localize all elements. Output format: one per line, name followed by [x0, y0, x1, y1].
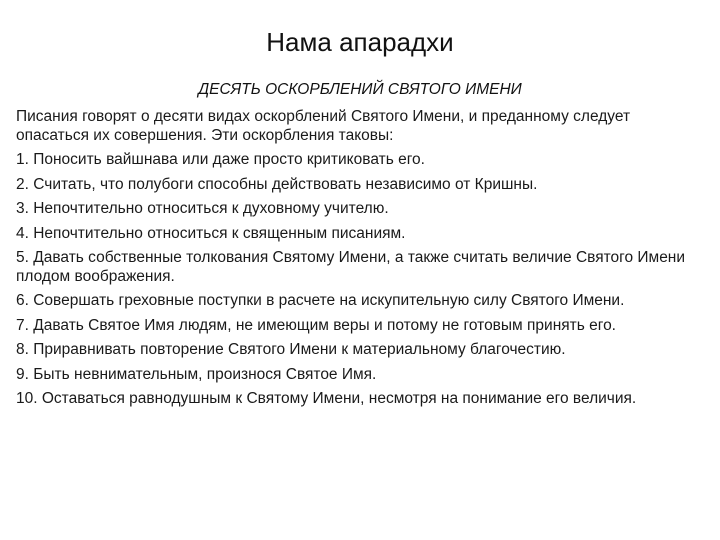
- list-item-4: 4. Непочтительно относиться к священным писаниям.: [16, 224, 406, 242]
- slide-title: Нама апарадхи: [266, 27, 454, 57]
- slide-body: [16, 108, 706, 415]
- slide-subtitle: ДЕСЯТЬ ОСКОРБЛЕНИЙ СВЯТОГО ИМЕНИ: [198, 81, 522, 98]
- list-item-7: 7. Давать Святое Имя людям, не имеющим веры и потому не готовым принять его.: [16, 316, 616, 334]
- list-item-3: 3. Непочтительно относиться к духовному учителю.: [16, 200, 389, 217]
- list-item-2: 2. Считать, что полубоги способны действовать независимо от Кришны.: [16, 175, 538, 193]
- list-item-1: 1. Поносить вайшнава или даже просто критиковать его.: [16, 151, 425, 168]
- list-item-8: 8. Приравнивать повторение Святого Имени к материальному благочестию.: [16, 341, 566, 358]
- list-item-6: 6. Совершать греховные поступки в расчете на искупительную силу Святого Имени.: [16, 292, 625, 309]
- intro-paragraph: Писания говорят о десяти видах оскорблений Святого Имени, и преданному следует опасаться их совершения. Эти оскорбления таковы:: [16, 108, 631, 144]
- list-item-9: 9. Быть невнимательным, произнося Святое Имя.: [16, 365, 377, 383]
- list-item-5: 5. Давать собственные толкования Святому Имени, а также считать величие Святого Имени плодом воображения.: [16, 249, 686, 285]
- list-item-10: 10. Оставаться равнодушным к Святому Имени, несмотря на понимание его величия.: [16, 390, 637, 407]
